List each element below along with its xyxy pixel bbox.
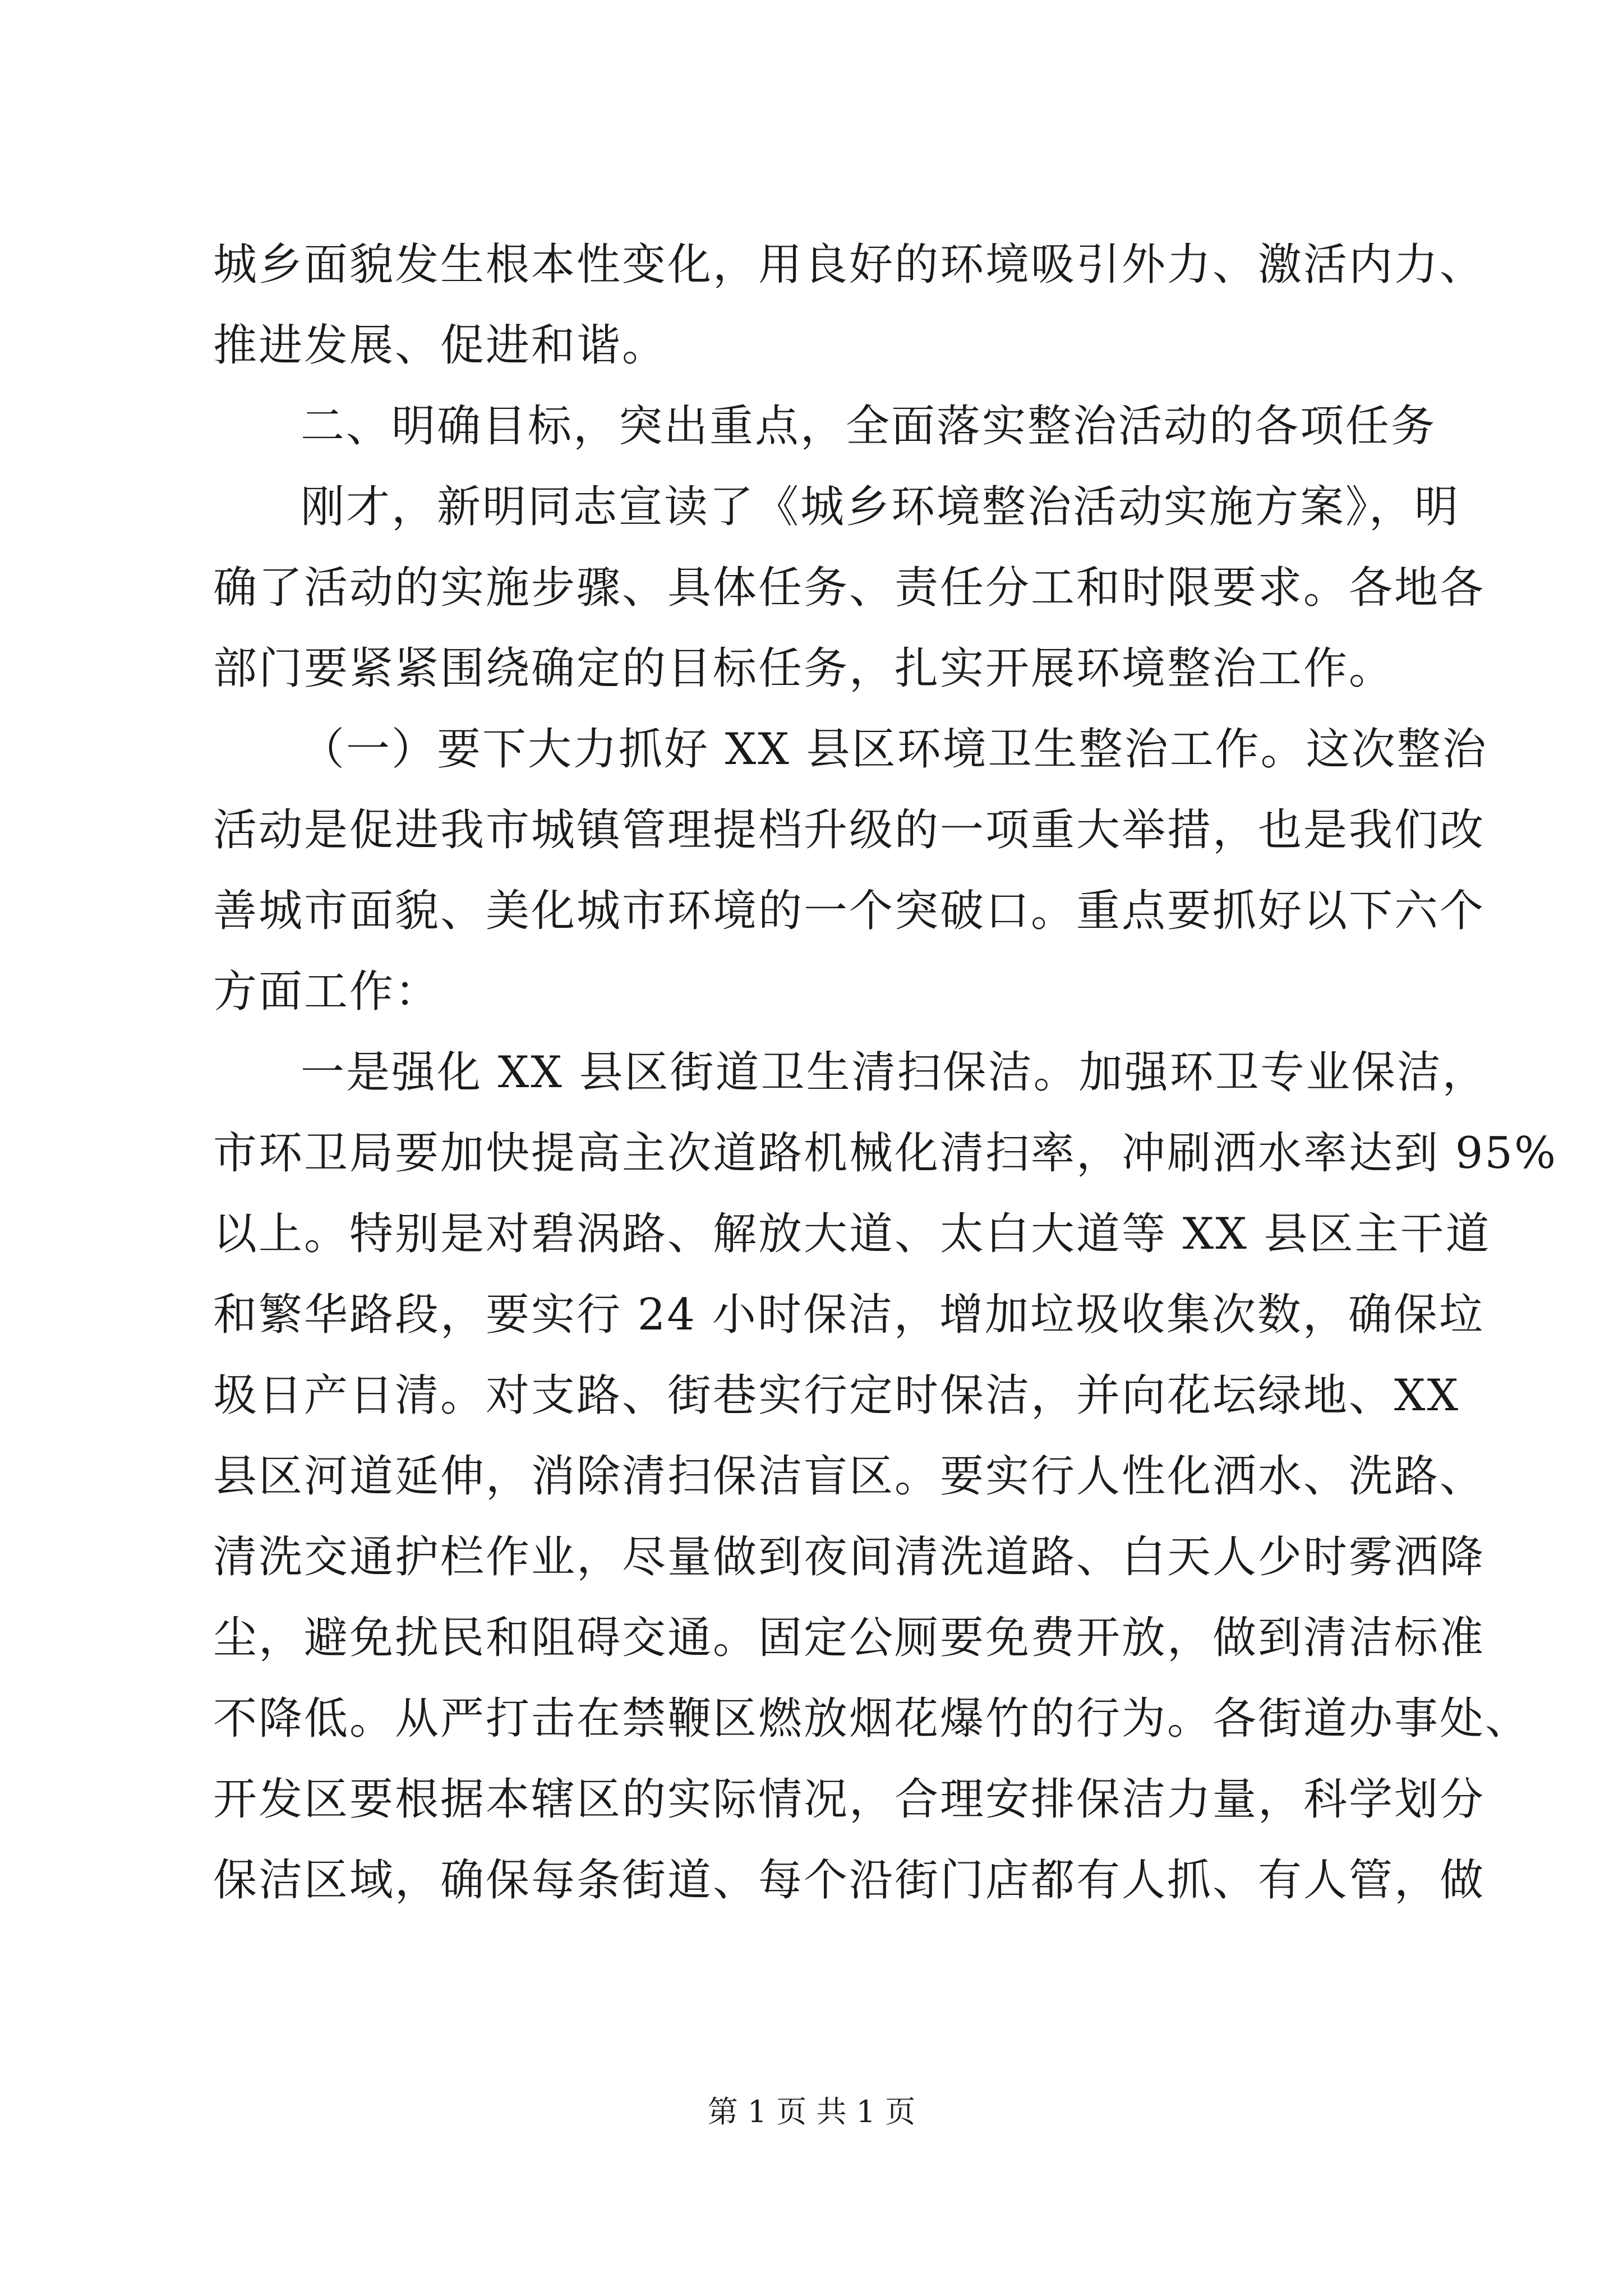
page-number: 第 1 页 共 1 页	[707, 2094, 916, 2129]
text-line: 城乡面貌发生根本性变化，用良好的环境吸引外力、激活内力、	[213, 240, 1486, 290]
text-line: 和繁华路段，要实行 24 小时保洁，增加垃圾收集次数，确保垃	[213, 1290, 1484, 1340]
text-line: 县区河道延伸，消除清扫保洁盲区。要实行人性化洒水、洗路、	[213, 1451, 1486, 1502]
document-body	[213, 224, 1558, 1921]
text-line: 保洁区域，确保每条街道、每个沿街门店都有人抓、有人管，做	[213, 1855, 1486, 1906]
subsection-line: （一）要下大力抓好 XX 县区环境卫生整治工作。这次整治	[301, 724, 1488, 775]
text-line: 刚才，新明同志宣读了《城乡环境整治活动实施方案》，明	[301, 482, 1460, 532]
text-line: 清洗交通护栏作业，尽量做到夜间清洗道路、白天人少时雾洒降	[213, 1532, 1486, 1582]
text-line: 开发区要根据本辖区的实际情况，合理安排保洁力量，科学划分	[213, 1774, 1486, 1825]
text-line: 圾日产日清。对支路、街巷实行定时保洁，并向花坛绿地、XX	[213, 1370, 1460, 1421]
text-line: 市环卫局要加快提高主次道路机械化清扫率，冲刷洒水率达到 95%	[213, 1128, 1558, 1179]
text-line: 尘，避免扰民和阻碍交通。固定公厕要免费开放，做到清洁标准	[213, 1613, 1486, 1663]
text-line: 方面工作：	[213, 967, 441, 1017]
text-line: 以上。特别是对碧涡路、解放大道、太白大道等 XX 县区主干道	[213, 1209, 1491, 1259]
text-line: 推进发展、促进和谐。	[213, 320, 668, 371]
text-line: 部门要紧紧围绕确定的目标任务，扎实开展环境整治工作。	[213, 643, 1395, 694]
text-line: 不降低。从严打击在禁鞭区燃放烟花爆竹的行为。各街道办事处、	[213, 1694, 1531, 1744]
section-heading: 二、明确目标，突出重点，全面落实整治活动的各项任务	[301, 401, 1437, 452]
text-line: 活动是促进我市城镇管理提档升级的一项重大举措，也是我们改	[213, 805, 1486, 855]
text-line: 确了活动的实施步骤、具体任务、责任分工和时限要求。各地各	[213, 563, 1486, 613]
page-footer	[0, 2092, 1623, 2132]
text-line: 善城市面貌、美化城市环境的一个突破口。重点要抓好以下六个	[213, 886, 1486, 936]
text-line: 一是强化 XX 县区街道卫生清扫保洁。加强环卫专业保洁，	[301, 1047, 1488, 1098]
